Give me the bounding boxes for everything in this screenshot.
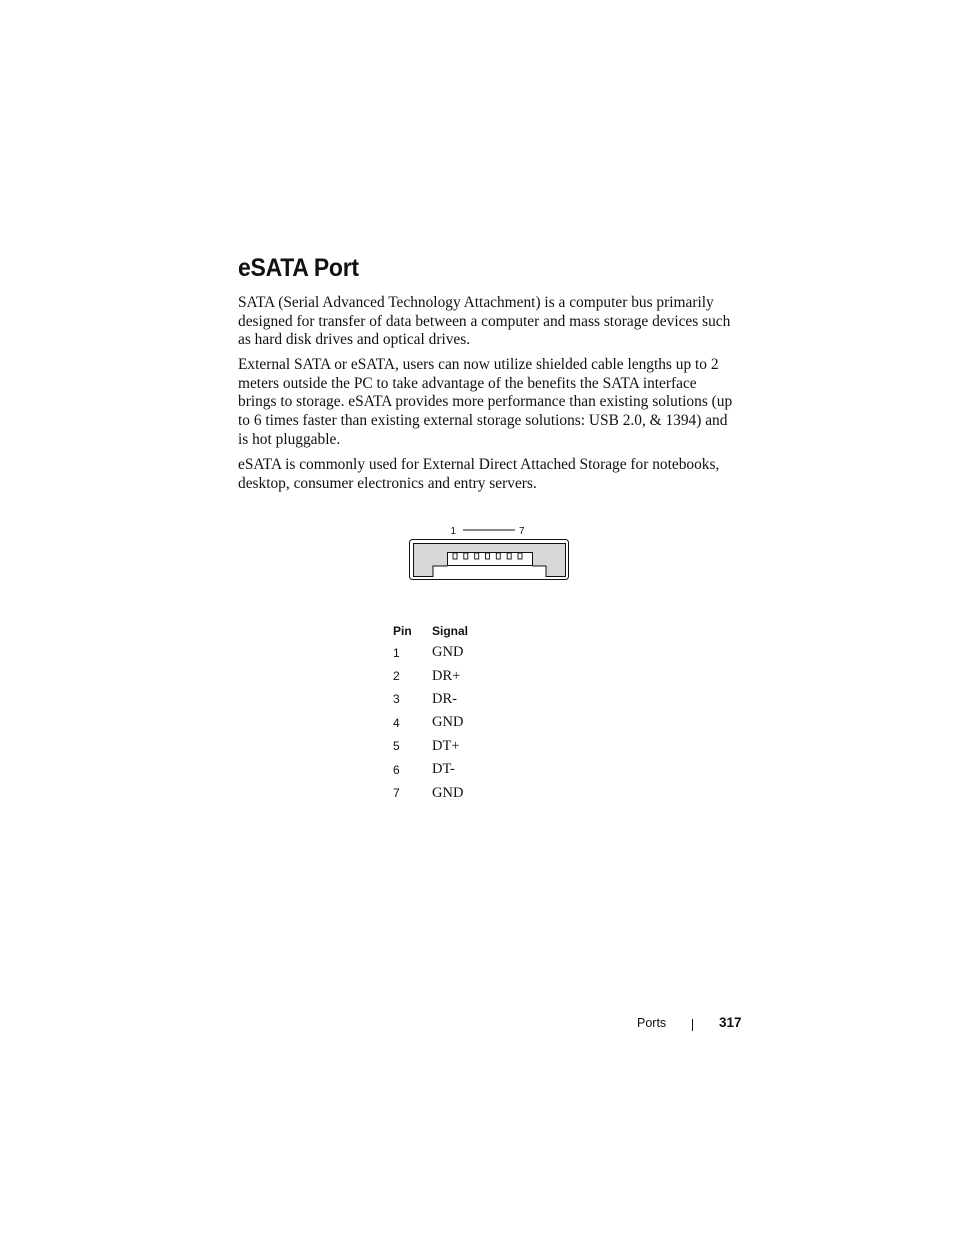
header-pin: Pin [393,623,412,638]
table-row [393,641,468,664]
table-row [393,688,468,711]
connector-pin [453,553,457,559]
esata-connector-diagram [400,520,580,590]
page-title: eSATA Port [238,254,359,282]
connector-pin [464,553,468,559]
pin-number: 4 [393,715,400,730]
connector-pin [475,553,479,559]
table-row [393,758,468,781]
pin-number: 2 [393,669,400,684]
table-row [393,781,468,804]
pin-number: 3 [393,692,400,707]
connector-pin [496,553,500,559]
connector-pins [453,553,522,559]
paragraph-esata-usage: eSATA is commonly used for External Direct Attached Storage for notebooks, desktop, consumer electronics and entry servers. [238,456,720,492]
pin-signal: GND [432,784,464,801]
footer-divider [692,1019,693,1031]
table-header-row [393,620,468,641]
pin-signal: DR+ [432,667,461,684]
pin-signal: DR- [432,690,457,707]
pin-signal-table [393,620,468,805]
pin-number: 6 [393,762,400,777]
table-row [393,711,468,734]
pin-label-first: 1 [450,526,456,537]
pin-number: 1 [393,645,400,660]
pin-label-last: 7 [519,526,525,537]
connector-cavity-top [414,544,565,553]
paragraph-sata-definition: SATA (Serial Advanced Technology Attachment) is a computer bus primarily designed for transfer of data between a computer and mass storage devices such as hard disk drives and optical drives. [238,294,731,349]
pin-number: 7 [393,786,400,801]
page-footer [0,1014,954,1036]
connector-pin [486,553,490,559]
pin-signal: GND [432,644,464,661]
pin-signal: DT+ [432,737,460,754]
pin-number: 5 [393,739,400,754]
connector-pin [507,553,511,559]
pin-signal: DT- [432,761,455,778]
table-row [393,664,468,687]
connector-pin [518,553,522,559]
paragraph-esata-benefits: External SATA or eSATA, users can now utilize shielded cable lengths up to 2 meters outside the PC to take advantage of the benefits the SATA interface brings to storage. eSATA provides more performance than existing solutions (up to 6 times faster than existing external storage solutions: USB 2.0, & 1394) and is hot pluggable. [238,356,733,448]
header-signal: Signal [432,623,469,638]
pin-signal: GND [432,714,464,731]
page-number: 317 [719,1015,742,1030]
footer-section-name: Ports [637,1016,667,1030]
table-row [393,735,468,758]
